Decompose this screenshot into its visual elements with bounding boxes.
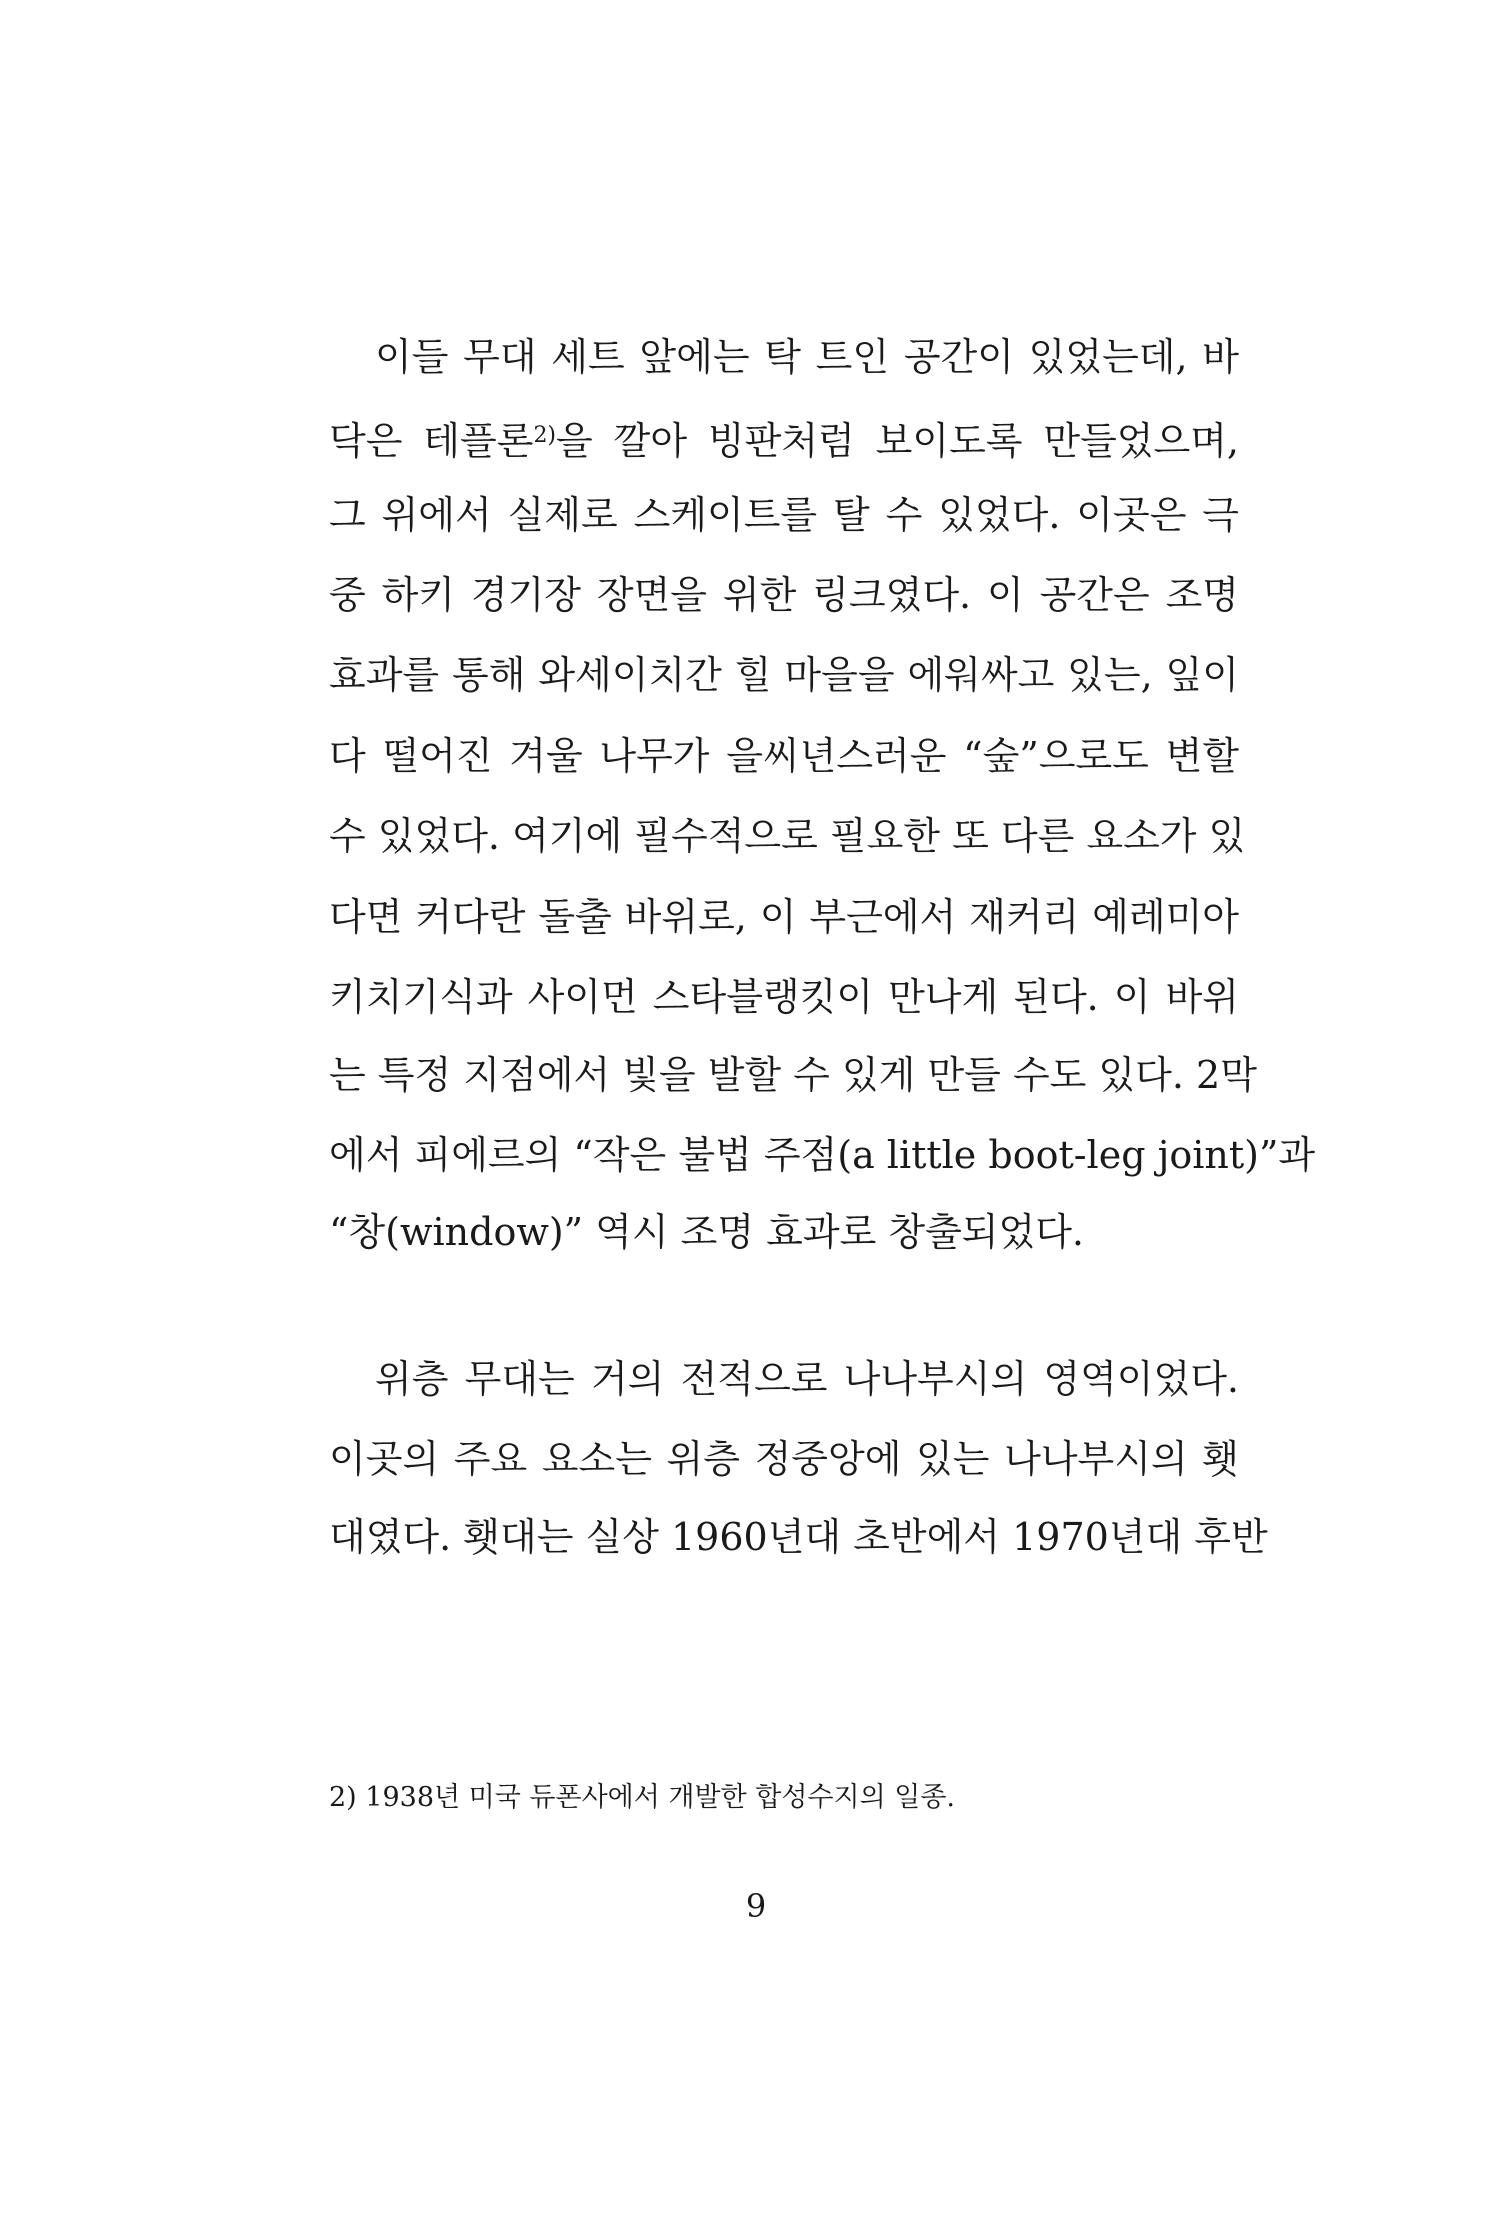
text-line: 이들 무대 세트 앞에는 탁 트인 공간이 있었는데, 바	[375, 335, 1239, 379]
text-line: 이곳의 주요 요소는 위층 정중앙에 있는 나나부시의 횃	[329, 1437, 1239, 1481]
text-line: 대였다. 횃대는 실상 1960년대 초반에서 1970년대 후반	[329, 1515, 1268, 1559]
text-line: 키치기식과 사이먼 스타블랭킷이 만나게 된다. 이 바위	[329, 975, 1239, 1019]
text-line: 중 하키 경기장 장면을 위한 링크였다. 이 공간은 조명	[329, 573, 1239, 617]
footnote-ref[interactable]: 2)	[533, 423, 557, 448]
text-fragment: 을 깔아 빙판처럼 보이도록 만들었으며,	[556, 419, 1239, 463]
text-line: 에서 피에르의 “작은 불법 주점(a little boot-leg joint)”과	[329, 1133, 1316, 1177]
text-line: 위층 무대는 거의 전적으로 나나부시의 영역이었다.	[375, 1357, 1239, 1401]
text-line: 는 특정 지점에서 빛을 발할 수 있게 만들 수도 있다. 2막	[329, 1053, 1257, 1097]
page-number: 9	[745, 1887, 767, 1925]
text-line: 그 위에서 실제로 스케이트를 탈 수 있었다. 이곳은 극	[329, 493, 1239, 537]
text-line: 수 있었다. 여기에 필수적으로 필요한 또 다른 요소가 있	[329, 814, 1246, 858]
text-fragment: 닥은 테플론	[329, 419, 534, 463]
text-line: 효과를 통해 와세이치간 힐 마을을 에워싸고 있는, 잎이	[329, 653, 1239, 697]
text-line: “창(window)” 역시 조명 효과로 창출되었다.	[329, 1210, 1084, 1254]
text-line: 다면 커다란 돌출 바위로, 이 부근에서 재커리 예레미아	[329, 895, 1239, 939]
text-line: 다 떨어진 겨울 나무가 을씨년스러운 “숲”으로도 변할	[329, 734, 1239, 778]
footnote: 2) 1938년 미국 듀폰사에서 개발한 합성수지의 일종.	[329, 1782, 955, 1813]
text-line	[329, 415, 1239, 467]
